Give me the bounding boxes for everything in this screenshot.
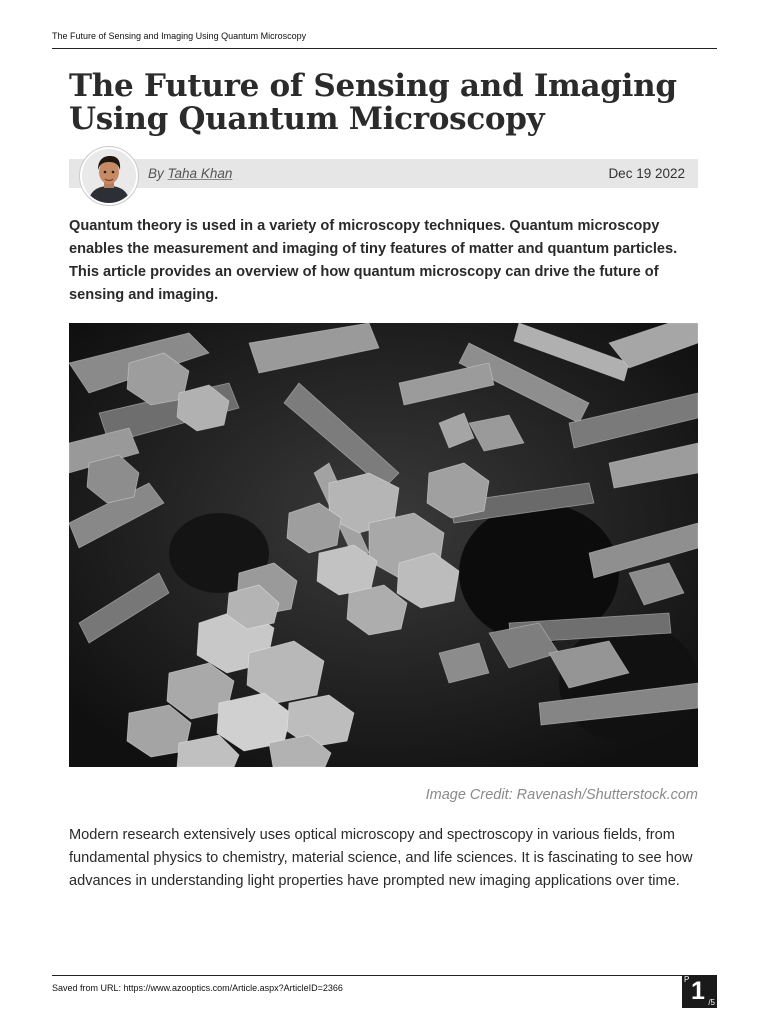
byline [148,166,232,181]
microscopy-crystals-image [69,323,698,767]
image-credit: Image Credit: Ravenash/Shutterstock.com [425,787,698,803]
article-title: The Future of Sensing and Imaging Using Quantum Microscopy [69,68,677,137]
header-divider [52,48,717,49]
lead-paragraph: Quantum theory is used in a variety of microscopy techniques. Quantum microscopy enables the measurement and imaging of tiny features of matter and quantum particles. This article provides an overview of how quantum microscopy can drive the future of sensing and imaging. [69,218,678,303]
saved-from-url: Saved from URL: https://www.azooptics.com/Article.aspx?ArticleID=2366 [52,983,343,993]
page-indicator [682,975,717,1008]
author-avatar [80,147,138,205]
publish-date: Dec 19 2022 [608,166,685,181]
article-hero-image [69,323,698,767]
byline-prefix: By [148,166,164,181]
author-link[interactable]: Taha Khan [167,166,233,181]
running-header-title: The Future of Sensing and Imaging Using Quantum Microscopy [52,31,307,41]
page-number: 1 [691,977,705,1005]
page-prefix: P [684,975,690,984]
page-total: /5 [708,998,715,1007]
author-portrait-image [82,149,136,203]
footer-divider [52,975,685,976]
body-paragraph: Modern research extensively uses optical microscopy and spectroscopy in various fields, from fundamental physics to chemistry, material science, and life sciences. It is fascinating to see how advances in understanding light properties have prompted new imaging applications over time. [69,827,693,889]
